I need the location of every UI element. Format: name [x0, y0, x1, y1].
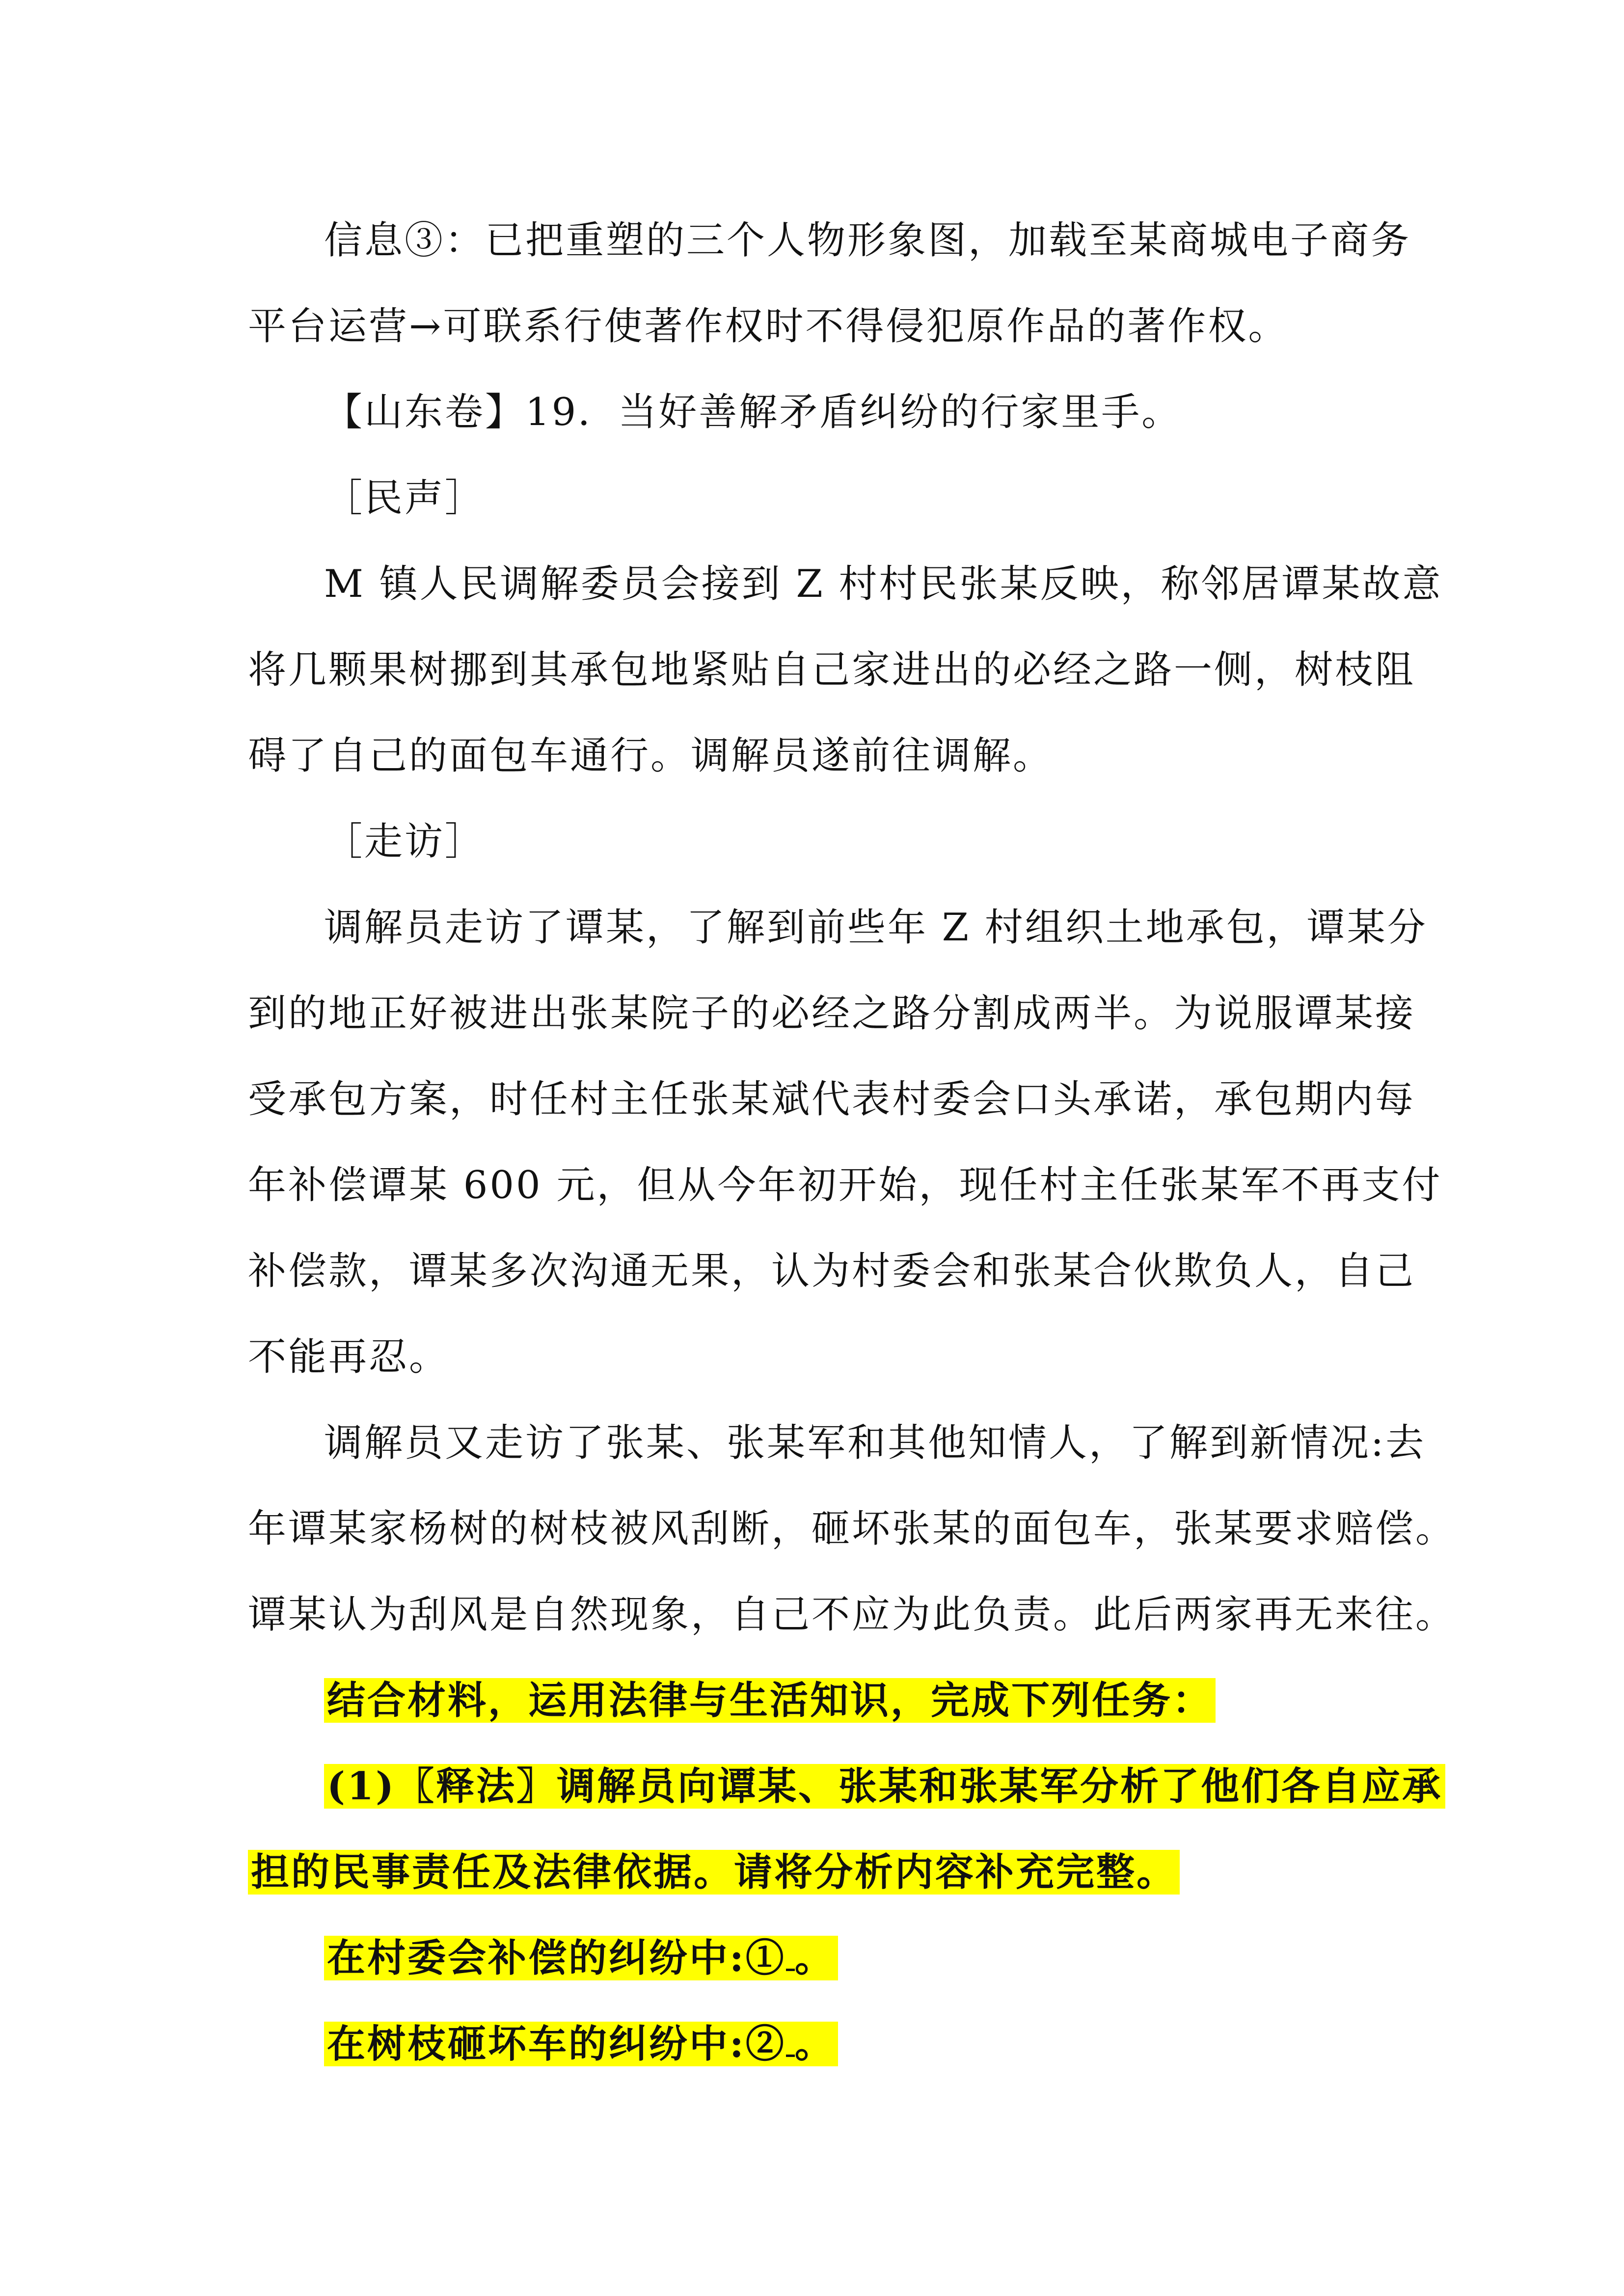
zoufang-paragraph-1-line-2: 到的地正好被进出张某院子的必经之路分割成两半。为说服谭某接	[248, 991, 1416, 1036]
zoufang-paragraph-1-line-1: 调解员走访了谭某，了解到前些年 Z 村组织土地承包，谭某分	[324, 906, 1428, 950]
info3-line-2: 平台运营→可联系行使著作权时不得侵犯原作品的著作权。	[248, 304, 1289, 348]
answer-blank-2-prefix: 在树枝砸坏车的纠纷中:②	[327, 2022, 786, 2066]
zoufang-paragraph-2-line-1: 调解员又走访了张某、张某军和其他知情人，了解到新情况:去	[324, 1421, 1426, 1465]
task-intro-line	[324, 1674, 1392, 1728]
task-intro-highlight: 结合材料，运用法律与生活知识，完成下列任务：	[324, 1678, 1216, 1723]
task-1-line-1-highlight: (1)〖释法〗调解员向谭某、张某和张某军分析了他们各自应承	[324, 1764, 1445, 1809]
answer-blank-2-highlight	[324, 2022, 838, 2066]
minsheng-paragraph-line-1: M 镇人民调解委员会接到 Z 村村民张某反映，称邻居谭某故意	[324, 562, 1443, 606]
minsheng-paragraph-line-2: 将几颗果树挪到其承包地紧贴自己家进出的必经之路一侧，树枝阻	[248, 648, 1416, 692]
zoufang-paragraph-1-line-5: 补偿款，谭某多次沟通无果，认为村委会和张某合伙欺负人，自己	[248, 1249, 1416, 1293]
zoufang-paragraph-1-line-6: 不能再忍。	[248, 1335, 450, 1379]
answer-blank-1-suffix: 。	[794, 1936, 835, 1980]
zoufang-paragraph-1-line-3: 受承包方案，时任村主任张某斌代表村委会口头承诺，承包期内每	[248, 1077, 1416, 1121]
answer-blank-2-suffix: 。	[794, 2022, 835, 2066]
minsheng-paragraph-line-3: 碍了自己的面包车通行。调解员遂前往调解。	[248, 734, 1054, 778]
info3-line-1: 信息③：已把重塑的三个人物形象图，加载至某商城电子商务	[324, 218, 1411, 263]
task-1-line-2	[248, 1845, 1392, 1899]
section-heading-minsheng: ［民声］	[324, 476, 486, 520]
answer-blank-2-line	[324, 2017, 1392, 2071]
section-heading-zoufang: ［走访］	[324, 820, 486, 864]
answer-blank-1-line	[324, 1931, 1392, 1985]
answer-blank-1[interactable]	[786, 1939, 795, 1971]
answer-blank-1-highlight	[324, 1936, 838, 1980]
zoufang-paragraph-2-line-3: 谭某认为刮风是自然现象，自己不应为此负责。此后两家再无来往。	[248, 1593, 1456, 1637]
task-1-line-2-highlight: 担的民事责任及法律依据。请将分析内容补充完整。	[248, 1850, 1180, 1895]
answer-blank-2[interactable]	[786, 2025, 795, 2057]
question-title: 【山东卷】19．当好善解矛盾纠纷的行家里手。	[324, 390, 1182, 434]
answer-blank-1-prefix: 在村委会补偿的纠纷中:①	[327, 1936, 786, 1980]
zoufang-paragraph-2-line-2: 年谭某家杨树的树枝被风刮断，砸坏张某的面包车，张某要求赔偿。	[248, 1507, 1456, 1551]
task-1-line-1	[324, 1760, 1443, 1814]
zoufang-paragraph-1-line-4: 年补偿谭某 600 元，但从今年初开始，现任村主任张某军不再支付	[248, 1163, 1442, 1207]
